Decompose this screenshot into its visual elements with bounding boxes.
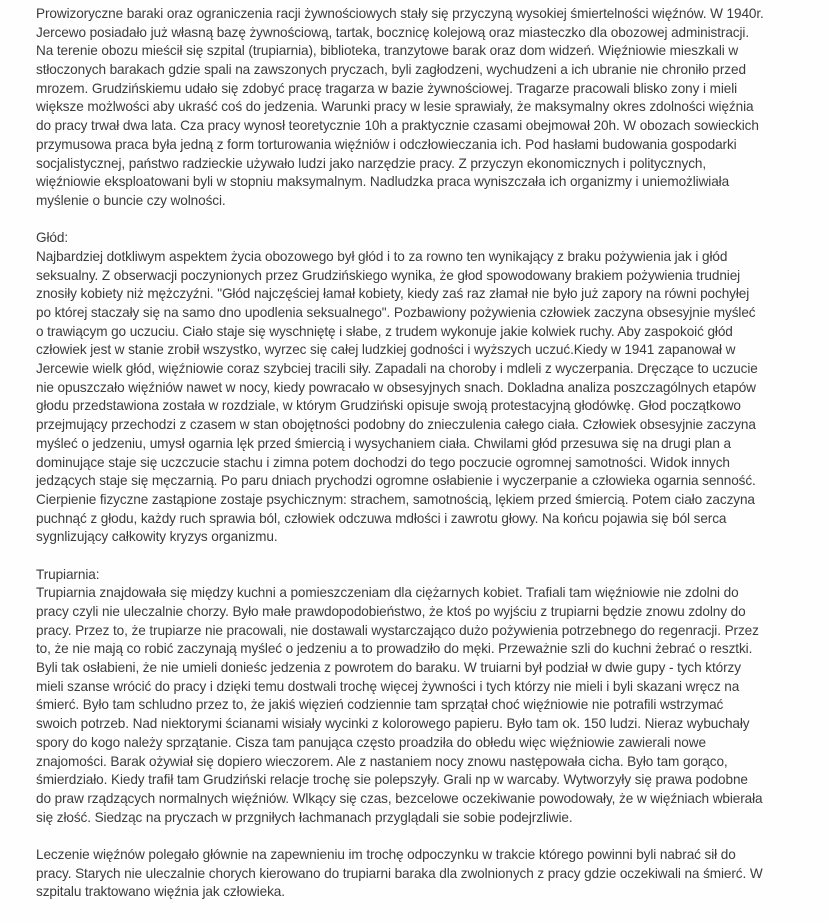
- text-line: pracy. Przez to, że trupiarze nie pracowali, nie dostawali wystarczająco dużo pożywienia potrzebnego do regenracji. Przez: [36, 622, 759, 638]
- text-line: sygnlizujący całkowity kryzys organizmu.: [36, 529, 278, 545]
- text-line: Prowizoryczne baraki oraz ograniczenia racji żywnościowych stały się przyczyną wysokiej śmiertelności więźnów. W 1940r.: [36, 6, 764, 21]
- text-line: Najbardziej dotkliwym aspektem życia obozowego był głód i to za rowno ten wynikający z braku pożywienia jak i głód: [36, 248, 728, 264]
- text-line: Jercewie wielk głód, więźniowie coraz szybciej tracili siły. Zapadali na choroby i mdleli z wyczerpania. Dręczące to uczucie: [36, 361, 758, 377]
- text-line: Byli tak osłabieni, że nie umieli donieśc jedzenia z powrotem do baraku. W truiarni był podział w dwie gupy - tych którzy: [36, 660, 741, 676]
- section-heading: Głód:: [36, 230, 68, 246]
- text-line: myśleć o jedzeniu, umysł ogarnia lęk przed śmiercią i wysychaniem ciała. Chwilami głód przesuwa się na drugi plan a: [36, 435, 731, 451]
- paragraph-spacer: [36, 211, 764, 230]
- text-line: to, że nie mają co robić zaczynają myśleć o jedzeniu a to prowadziło do męki. Przeważnie szli do kuchni żebrać o resztki.: [36, 641, 753, 657]
- document-body: [36, 5, 764, 902]
- text-line: nie opuszczało więźniów nawet w nocy, kiedy powracało w obsesyjnych snach. Dokladna analiza poszczagólnych etapów: [36, 379, 756, 395]
- text-line: Cierpienie fizyczne zastąpione zostaje psychicznym: strachem, samotnością, lękiem przed śmiercią. Potem ciało zaczyna: [36, 491, 755, 507]
- section-1: [36, 229, 764, 547]
- text-line: większe możlwości aby ukraść coś do jedzenia. Warunki pracy w lesie sprawiały, że maksymalny okres zdolności więźnia: [36, 99, 754, 115]
- text-line: więźniowie eksploatowani byli w stopniu maksymalnym. Nadludzka praca wyniszczała ich organizmy i uniemożliwiała: [36, 174, 730, 190]
- section-0: [36, 5, 764, 211]
- text-line: Leczenie więźnów polegało głównie na zapewnieniu im trochę odpoczynku w trakcie którego powinni byli nabrać sił do: [36, 846, 736, 862]
- text-line: Na terenie obozu mieścił się szpital (trupiarnia), biblioteka, tranzytowe barak oraz dom widzeń. Więźniowie mieszkali w: [36, 43, 739, 59]
- text-line: mrozem. Grudzińskiemu udało się zdobyć pracę tragarza w bazie żywnościowej. Tragarze pracowali blisko zony i mieli: [36, 80, 738, 96]
- text-line: seksualny. Z obserwacji poczynionych przez Grudzińskiego wynika, że głod spowodowany brakiem pożywienia trudniej: [36, 267, 741, 283]
- text-line: śmierdziało. Kiedy trafił tam Grudziński relacje trochę sie polepszyły. Grali np w warcaby. Wytworzyły się prawa podobne: [36, 772, 748, 788]
- text-line: pracy. Starych nie uleczalnie chorych kierowano do trupiarni baraka dla zwolnionych z pracy gdzie oczekiwali na śmierć. W: [36, 865, 763, 881]
- paragraph-spacer: [36, 547, 764, 566]
- text-line: do pracy trwał dwa lata. Cza pracy wynosł teoretycznie 10h a praktycznie czasami obejmował 20h. W obozach sowieckich: [36, 118, 759, 134]
- text-line: Jercewo posiadało już własną bazę żywnościową, tartak, bocznicę kolejową oraz miasteczko dla obozowej administracji.: [36, 24, 749, 40]
- text-line: stłoczonych barakach gdzie spali na zawszonych pryczach, byli zagłodzeni, wychudzeni a ich ubranie nie chroniło przed: [36, 62, 746, 78]
- text-line: myślenie o buncie czy wolności.: [36, 192, 226, 208]
- text-line: puchnąć z głodu, każdy ruch sprawia ból, człowiek odczuwa mdłości i zawrotu głowy. Na końcu pojawia się ból serca: [36, 510, 727, 526]
- text-line: przejmujący przechodzi z czasem w stan obojętności podobny do znieczulenia całego ciała. Człowiek obsesyjnie zaczyna: [36, 417, 756, 433]
- text-line: pracy czyli nie uleczalnie chorzy. Było małe prawdopodobieństwo, że ktoś po wyjściu z trupiarni będzie znowu zdolny do: [36, 604, 746, 619]
- text-line: Trupiarnia znajdowała się między kuchni a pomieszczeniam dla ciężarnych kobiet. Trafiali tam więźniowie nie zdolni do: [36, 585, 739, 601]
- text-line: o trawiącym go uczuciu. Ciało staje się wyschniętę i słabe, z trudem wykonuje jakie kolwiek ruchy. Aby zaspokoić głód: [36, 323, 733, 339]
- text-line: przymusowa praca była jedną z form torturowania więźniów i odczłowieczania ich. Pod hasłami budowania gospodarki: [36, 136, 737, 152]
- text-line: swoich potrzeb. Nad niektorymi ścianami wisiały wycinki z kolorowego papieru. Było tam ok. 150 ludzi. Nieraz wybuchały: [36, 716, 750, 732]
- section-2: [36, 566, 764, 828]
- text-line: spory do kogo należy sprzątanie. Cisza tam panująca często proadziła do obłedu więc więźniowie zawierali nowe: [36, 734, 706, 750]
- text-line: znosiły kobiety niż mężczyźni. "Głód najczęściej łamał kobiety, kiedy zaś raz złamał nie było już zapory na równi pochyłej: [36, 286, 750, 302]
- text-line: po której staczały się na samo dno upodlenia seksualnego". Pozbawiony pożywienia człowiek zaczyna obsesyjnie myśleć: [36, 305, 756, 320]
- text-line: dominujące staje się uczczucie stachu i zimna potem dochodzi do tego poczucie ogromnej samotności. Widok innych: [36, 454, 730, 470]
- text-line: do praw rządzących normalnych więźniów. Wlkący się czas, bezcelowe oczekiwanie powodowały, że w więźniach wbierała: [36, 790, 763, 806]
- text-line: szpitalu traktowano więźnia jak człowieka.: [36, 884, 285, 900]
- text-line: jedzących staje się męczarnią. Po paru dniach prychodzi ogromne osłabienie i wyczerpanie a człowieka ogarnia senność.: [36, 473, 756, 489]
- text-line: znajomości. Barak ożywiał się dopiero wieczorem. Ale z nastaniem nocy znowu następowała cicha. Było tam gorąco,: [36, 753, 728, 769]
- text-line: śmierć. Było tam schludno przez to, że jakiś więzień codziennie tam sprzątał choć więźniowie nie potrafili wstrzymać: [36, 697, 724, 713]
- section-3: [36, 846, 764, 902]
- text-line: mieli szanse wrócić do pracy i dzięki temu dostwali trochę więcej żywności i tych którzy nie mieli i byli skazani wręcz na: [36, 678, 740, 694]
- text-line: człowiek jest w stanie zrobił wszystko, wyrzec się całej ludzkiej godności i wyższych uczuć.Kiedy w 1941 zapanował w: [36, 342, 736, 358]
- text-line: się złość. Siedząc na pryczach w przgniłych łachmanach przyglądali sie sobie podejrzliwie.: [36, 809, 573, 825]
- text-line: socjalistycznej, państwo radzieckie używało ludzi jako narzędzie pracy. Z przyczyn ekonomicznych i politycznych,: [36, 155, 707, 171]
- section-heading: Trupiarnia:: [36, 566, 100, 582]
- paragraph-spacer: [36, 827, 764, 846]
- text-line: głodu przedstawiona została w rozdziale, w którym Grudziński opisuje swoją protestacyjną głodówkę. Głod początkowo: [36, 398, 741, 414]
